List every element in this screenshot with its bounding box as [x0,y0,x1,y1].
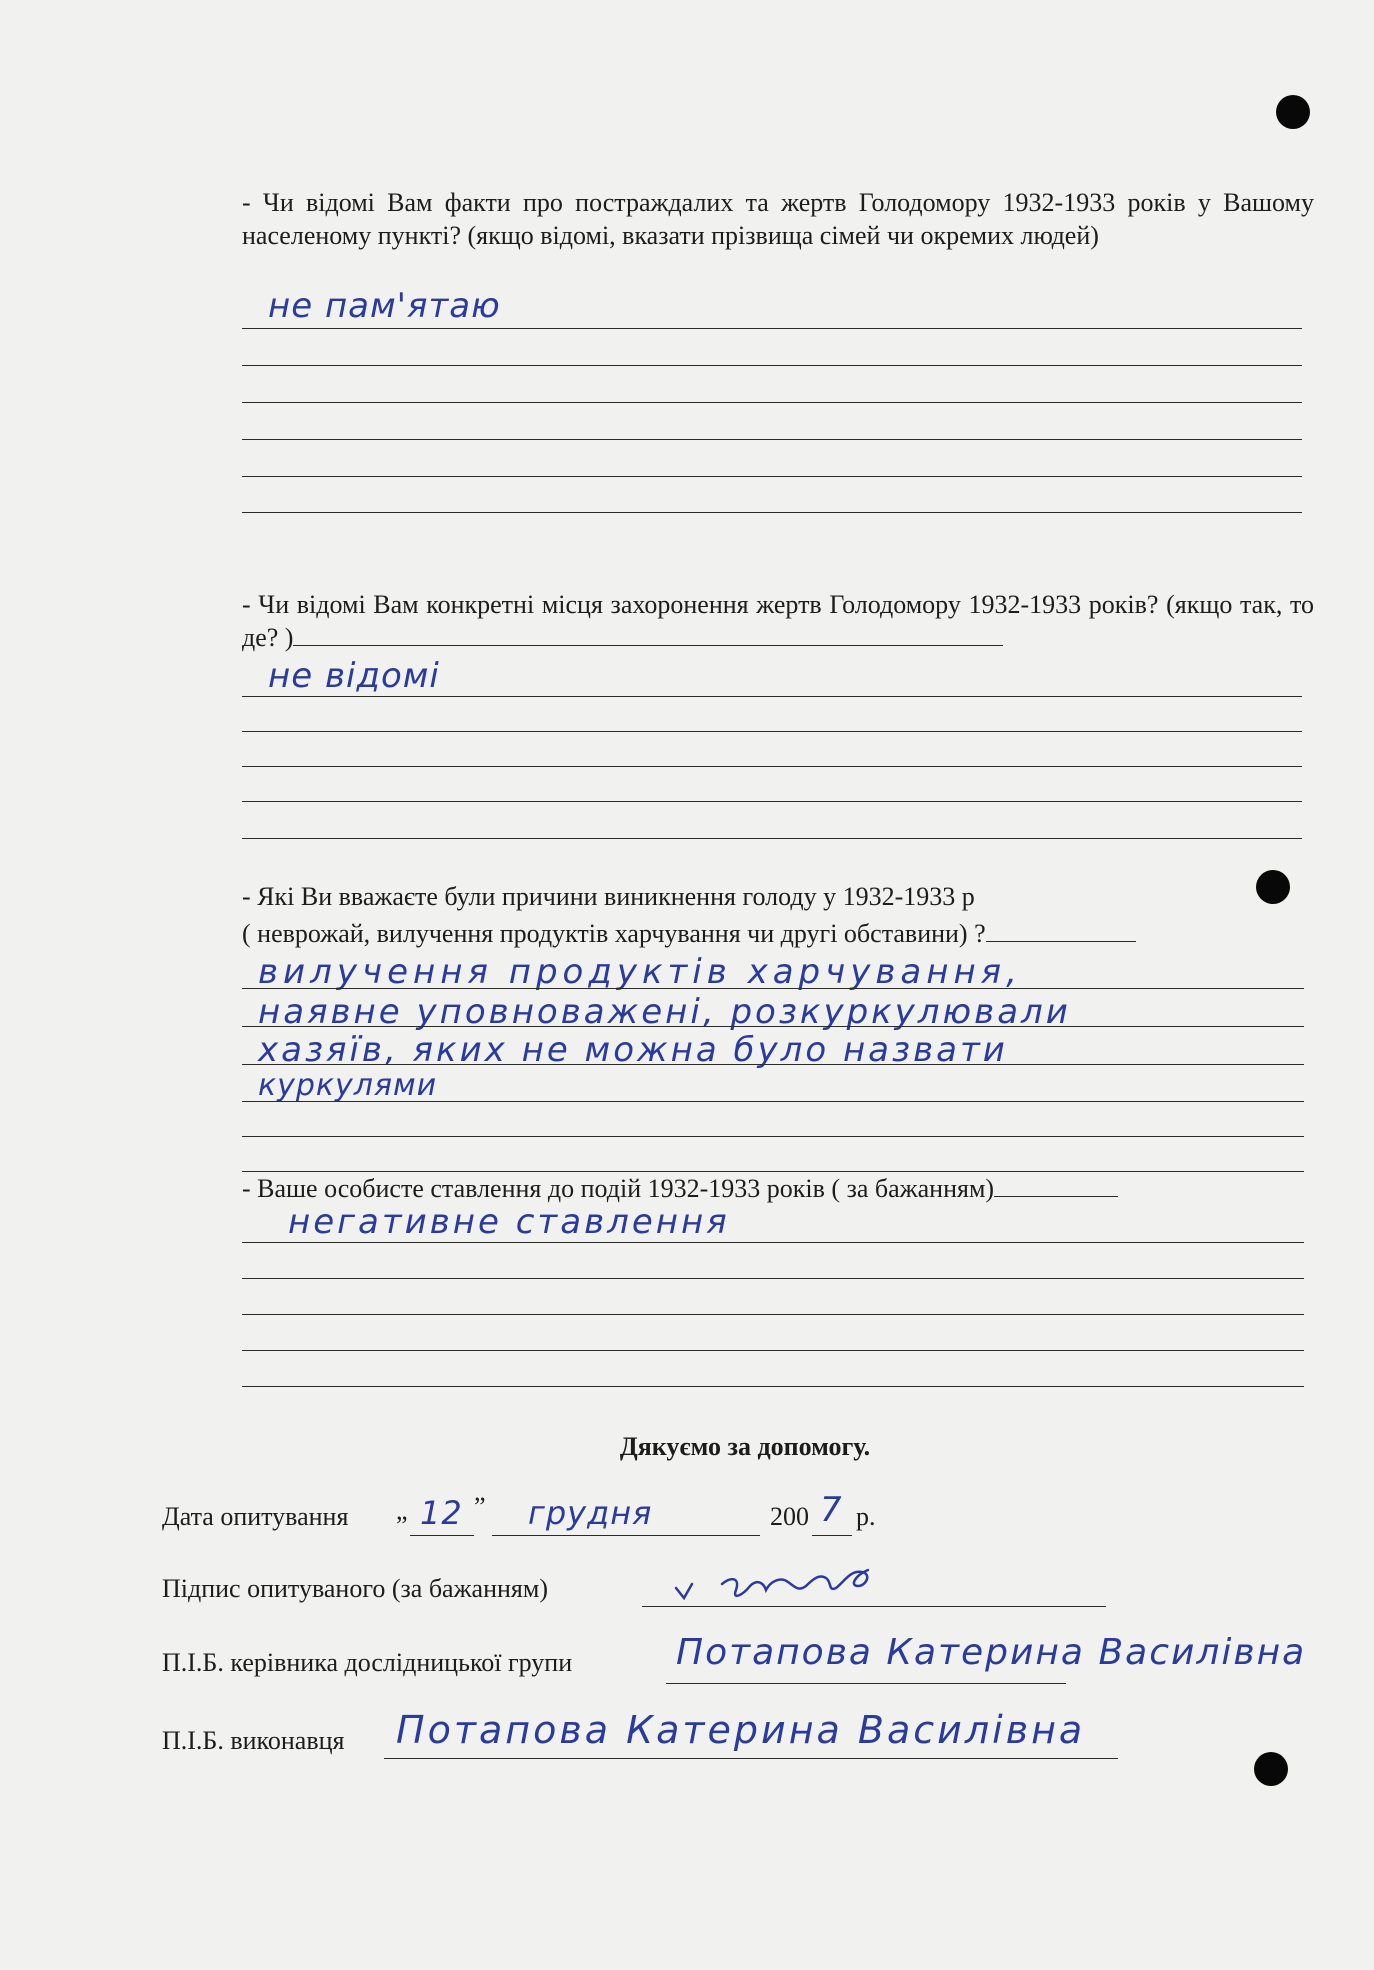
date-day-line [410,1535,474,1536]
date-month-line [492,1535,760,1536]
leader-line [666,1683,1066,1684]
answer-line [242,512,1302,513]
question-2-text [242,588,1314,654]
leader-name: Потапова Катерина Василівна [676,1632,1307,1673]
answer-line [242,365,1302,366]
answer-line [242,439,1302,440]
answer-line [242,766,1302,767]
answer-line [242,328,1302,329]
answer-line [242,1136,1304,1137]
question-3-answer-line-3: хазяїв, яких не можна було назвати [258,1030,1008,1070]
answer-line [242,801,1302,802]
date-year-line [812,1535,852,1536]
date-suffix: р. [856,1502,876,1531]
leader-label: П.І.Б. керівника дослідницької групи [162,1648,573,1677]
date-day: 12 [420,1494,463,1532]
punch-hole-top [1276,95,1310,129]
answer-line [242,1101,1304,1102]
answer-line [242,1278,1304,1279]
punch-hole-middle [1256,870,1290,904]
date-label: Дата опитування [162,1502,349,1531]
handwritten-signature [670,1556,910,1606]
date-year-prefix: 200 [770,1502,809,1531]
date-month: грудня [528,1494,653,1532]
answer-line [242,476,1302,477]
question-3-line-2 [242,915,1136,952]
answer-line [242,1350,1304,1351]
question-2-answer: не відомі [268,656,440,696]
performer-line [384,1758,1118,1759]
answer-line [242,402,1302,403]
question-3-line-1: - Які Ви вважаєте були причини виникнення голоду у 1932-1933 р [242,882,975,911]
answer-line [242,1386,1304,1387]
answer-line [242,696,1302,697]
signature-line [642,1606,1106,1607]
answer-line [242,1064,1304,1065]
signature-label: Підпис опитуваного (за бажанням) [162,1574,548,1603]
question-4-text [242,1172,1322,1205]
performer-name: Потапова Катерина Василівна [396,1708,1086,1752]
date-close-quote: ” [474,1492,486,1521]
answer-line [242,838,1302,839]
thanks-heading: Дякуємо за допомогу. [619,1432,871,1461]
answer-line [242,1026,1304,1027]
answer-line [242,988,1304,989]
date-open-quote: „ [396,1496,408,1525]
question-3-answer-line-4: куркулями [258,1068,438,1103]
question-2-label: - Чи відомі Вам конкретні місця захоронення жертв Голодомору 1932-1933 років? (якщо так, то де? ) [242,590,1314,652]
question-1-answer: не пам'ятаю [268,286,501,326]
punch-hole-bottom [1254,1752,1288,1786]
question-3-answer-line-1: вилучення продуктів харчування, [258,952,1022,992]
answer-line [242,1314,1304,1315]
question-4-answer: негативне ставлення [288,1202,730,1242]
question-3-answer-line-2: наявне уповноважені, розкуркулювали [258,992,1071,1032]
question-4-label: - Ваше особисте ставлення до подій 1932-1933 років ( за бажанням) [242,1174,995,1203]
answer-line [242,1242,1304,1243]
date-year-digit: 7 [820,1490,843,1530]
question-3-label: ( неврожай, вилучення продуктів харчування чи другі обставини) ? [242,919,986,948]
question-1-text: - Чи відомі Вам факти про постраждалих та жертв Голодомору 1932-1933 років у Вашому населеному пункті? (якщо відомі, вказати прізвища сімей чи окремих людей) [242,188,1314,250]
performer-label: П.І.Б. виконавця [162,1726,345,1755]
answer-line [242,731,1302,732]
